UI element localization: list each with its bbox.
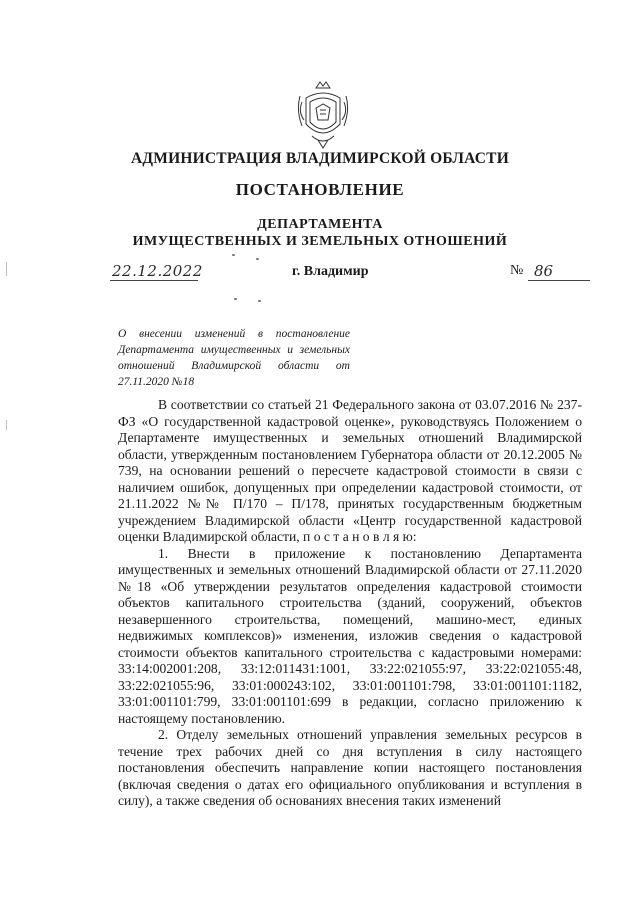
body-paragraph-3: 2. Отделу земельных отношений управления земельных ресурсов в течение трех рабочих дней со дня вступления в силу настоящего постановления обеспечить направление копии настоящего постановления (включая сведения о датах его официального опубликования и вступления в силу), а также сведения об основаниях внесения таких изменений bbox=[118, 727, 582, 808]
scan-speck bbox=[258, 300, 261, 302]
document-type-title: ПОСТАНОВЛЕНИЕ bbox=[235, 180, 405, 199]
coat-of-arms-emblem bbox=[296, 80, 350, 150]
document-subject: О внесении изменений в постановление Департамента имущественных и земельных отношений Владимирской области от 27.11.2020 №18 bbox=[118, 328, 350, 388]
body-paragraph-1: В соответствии со статьей 21 Федерального закона от 03.07.2016 № 237-ФЗ «О государственной кадастровой оценке», руководствуясь Положением о Департаменте имущественных и земельных отношений Владимирской области, утвержденным постановлением Губернатора области от 20.12.2005 № 739, на основании решений о пересчете кадастровой стоимости в связи с наличием ошибок, допущенных при определении кадастровой стоимости, от 21.11.2022 №№ П/170 – П/178, принятых государственным бюджетным учреждением Владимирской области «Центр государственной кадастровой оценки Владимирской области, п о с т а н о в л я ю: bbox=[118, 397, 582, 544]
document-date: 22.12.2022 bbox=[112, 262, 203, 280]
scan-speck bbox=[256, 258, 259, 260]
document-body bbox=[118, 397, 582, 810]
document-number: 86 bbox=[534, 262, 554, 280]
number-label: № bbox=[510, 263, 524, 278]
scan-margin-mark bbox=[6, 420, 7, 430]
scan-speck bbox=[232, 254, 235, 256]
body-paragraph-2: 1. Внести в приложение к постановлению Департамента имущественных и земельных отношений Владимирской области от 27.11.2020 №18 «Об утверждении результатов определения кадастровой стоимости объектов капитального строительства (зданий, сооружений, объектов незавершенного строительства, помещений, машино-мест, единых недвижимых комплексов)» изменения, изложив сведения о кадастровой стоимости объектов капитального строительства с кадастровыми номерами: 33:14:002001:208, 33:12:011431:1001, 33:22:021055:97, 33:22:021055:48, 33:22:021055:96, 33:01:000243:102, 33:01:001101:798, 33:01:001101:1182, 33:01:001101:799, 33:01:001101:699 в редакции, согласно приложению к настоящему постановлению. bbox=[118, 545, 582, 726]
number-underline bbox=[528, 280, 590, 281]
department-title-line2: ИМУЩЕСТВЕННЫХ И ЗЕМЕЛЬНЫХ ОТНОШЕНИЙ bbox=[132, 234, 508, 249]
organization-title: АДМИНИСТРАЦИЯ ВЛАДИМИРСКОЙ ОБЛАСТИ bbox=[131, 150, 509, 167]
date-underline bbox=[110, 280, 198, 281]
scan-speck bbox=[234, 298, 237, 300]
city-label: г. Владимир bbox=[292, 264, 369, 279]
scan-margin-mark bbox=[6, 262, 7, 276]
department-title-line1: ДЕПАРТАМЕНТА bbox=[257, 217, 383, 232]
